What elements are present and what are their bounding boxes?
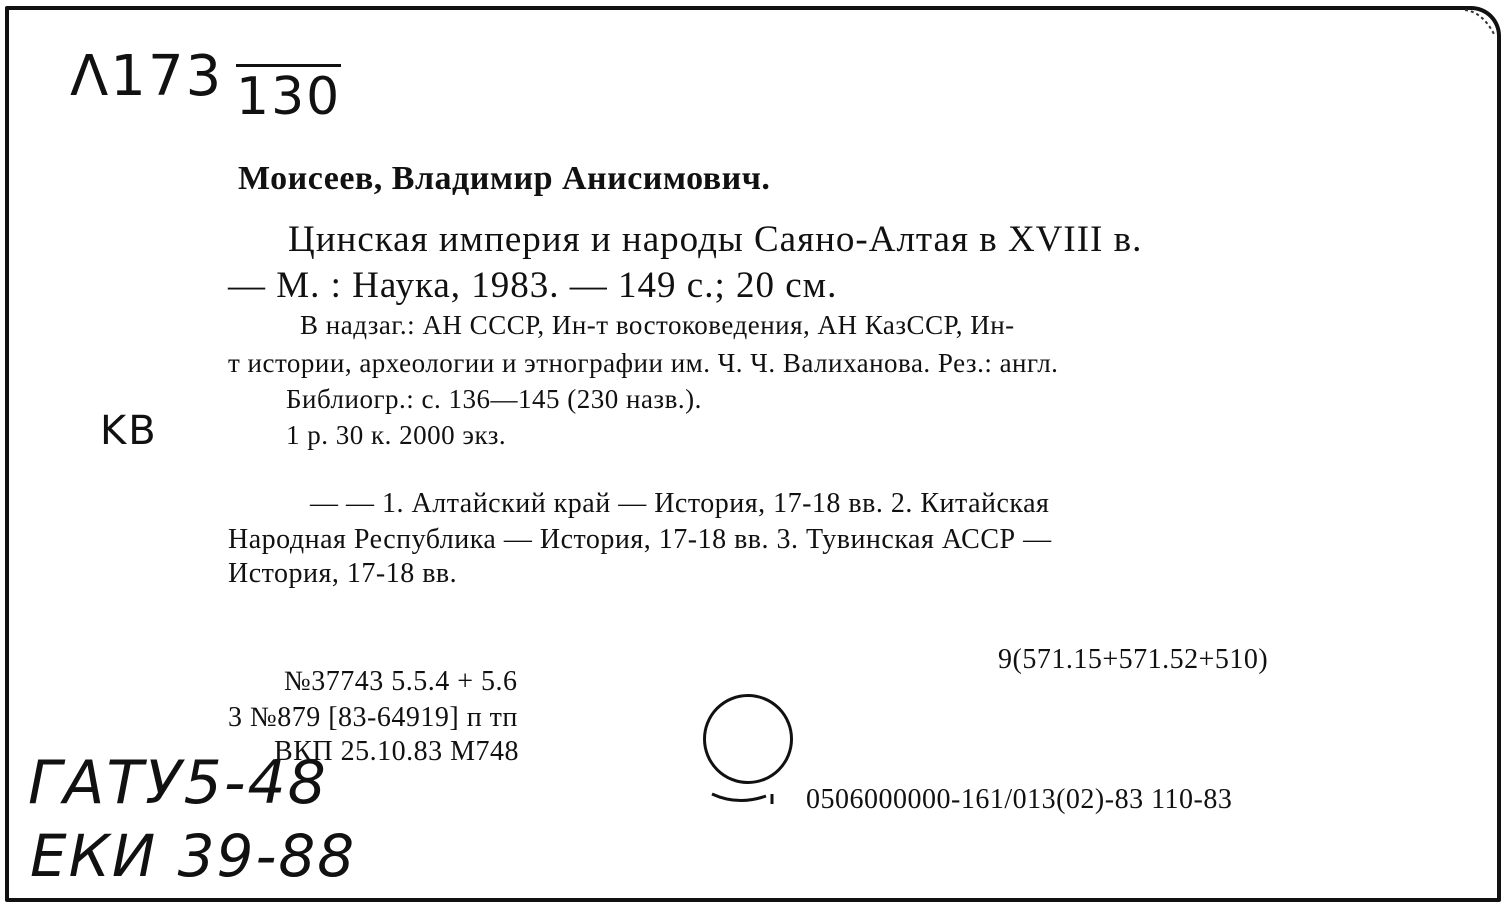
- corner-fold-icon: [1463, 6, 1499, 42]
- title-line-2: — М. : Наука, 1983. — 149 с.; 20 см.: [228, 265, 838, 306]
- circle-mark-icon: [703, 694, 793, 784]
- title-line-1: Цинская империя и народы Саяно-Алтая в XVIII в.: [288, 219, 1143, 260]
- order-line: 3 №879 [83-64919] п тп: [228, 702, 518, 733]
- subjects-line-2: Народная Республика — История, 17-18 вв. 3. Тувинская АССР —: [228, 524, 1052, 555]
- author-heading: Моисеев, Владимир Анисимович.: [238, 160, 771, 197]
- subjects-line-1: — — 1. Алтайский край — История, 17-18 вв. 2. Китайская: [310, 488, 1050, 519]
- note-line-2: т истории, археологии и этнографии им. Ч. Ч. Валиханова. Рез.: англ.: [228, 348, 1059, 378]
- number-line: №37743 5.5.4 + 5.6: [284, 666, 518, 697]
- handwritten-call-number: Λ173: [70, 44, 224, 109]
- classification-code: 9(571.15+571.52+510): [998, 644, 1269, 675]
- handwritten-kb-mark: KB: [100, 408, 158, 454]
- circle-underline-icon: [708, 790, 778, 810]
- handwritten-stamp-line-2: ЕКИ 39-88: [30, 822, 357, 890]
- note-line-3: Библиогр.: с. 136—145 (230 назв.).: [286, 384, 702, 414]
- price-line: 1 р. 30 к. 2000 экз.: [286, 420, 507, 450]
- index-code: 0506000000-161/013(02)-83 110-83: [806, 784, 1233, 815]
- note-line-1: В надзаг.: АН СССР, Ин-т востоковедения, АН КазССР, Ин-: [300, 310, 1015, 340]
- handwritten-stamp-line-1: ГАТУ5-48: [28, 748, 328, 818]
- subjects-line-3: История, 17-18 вв.: [228, 558, 458, 589]
- vkp-line: ВКП 25.10.83 М748: [274, 736, 519, 767]
- handwritten-call-number-sub: 130: [236, 64, 341, 125]
